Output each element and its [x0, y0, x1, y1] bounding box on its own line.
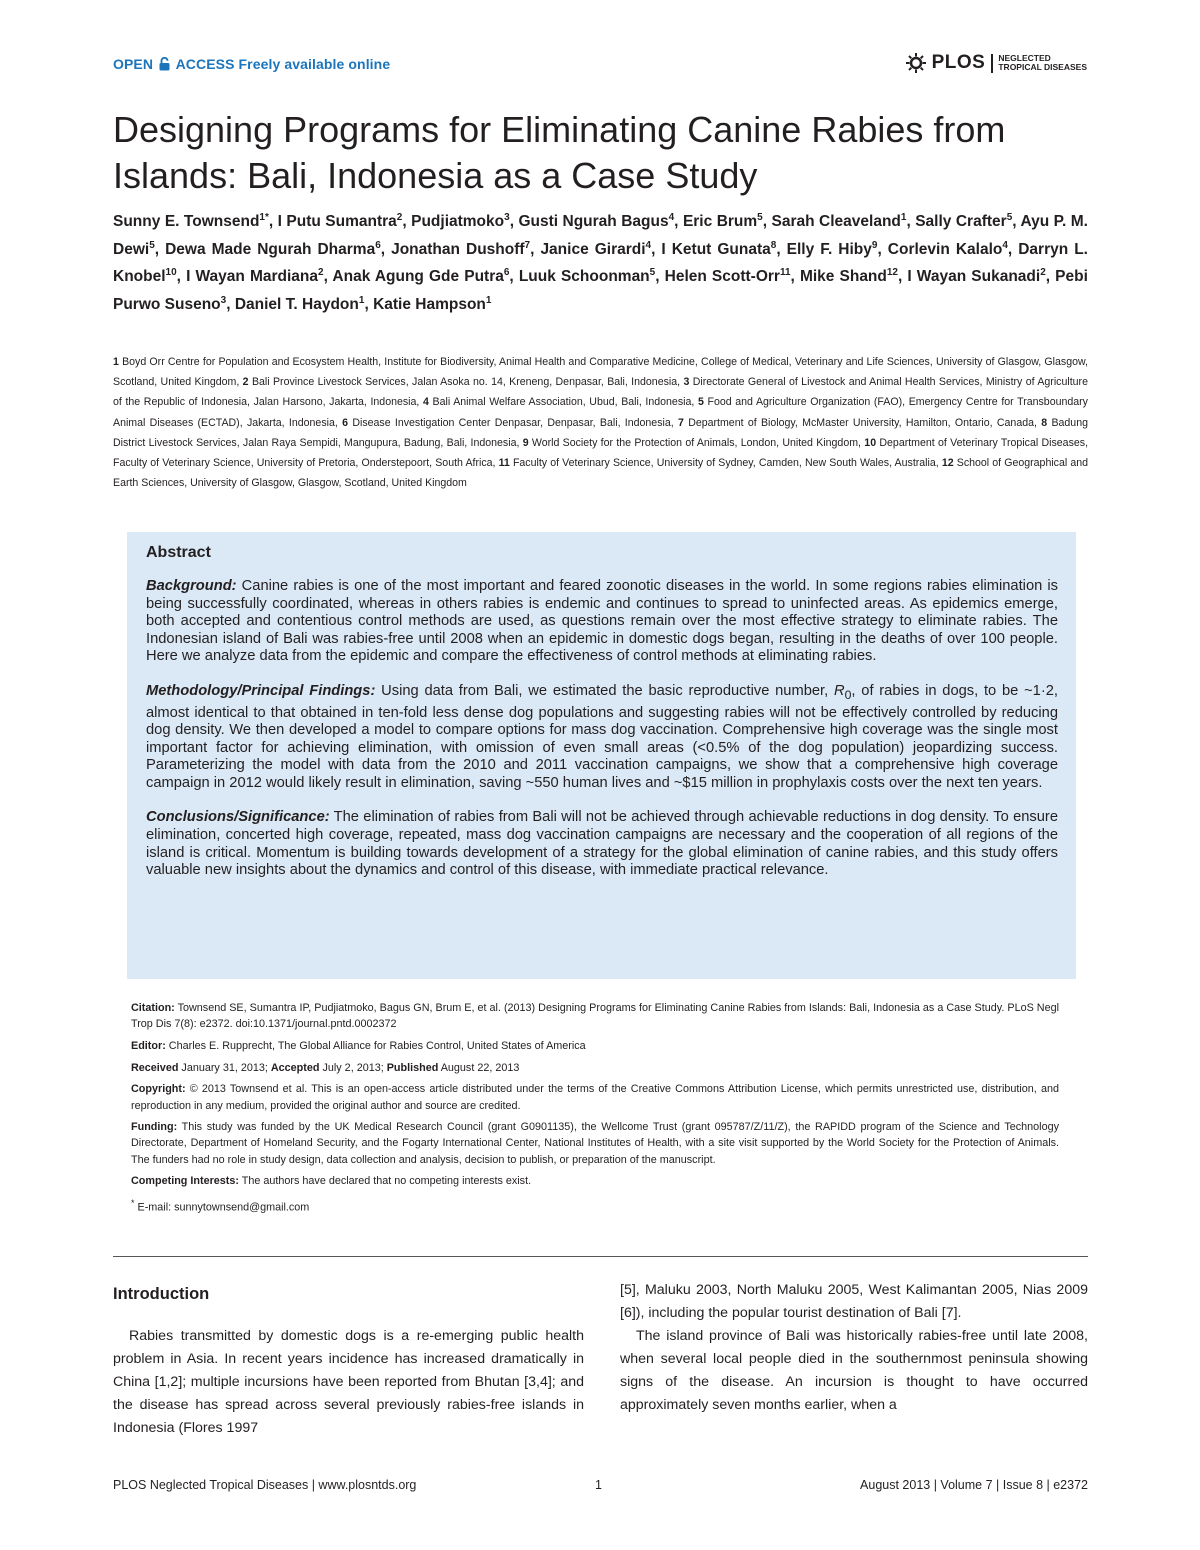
affiliation-text: Department of Veterinary Tropical Diseases, Faculty of Veterinary Science, University of Pretoria, Onderstepoort, South Africa,	[113, 436, 1089, 470]
author-name: Anak Agung Gde Putra	[332, 268, 504, 285]
author-affiliation-mark: 4	[668, 211, 675, 223]
citation-text: Townsend SE, Sumantra IP, Pudjiatmoko, Bagus GN, Brum E, et al. (2013) Designing Programs for Eliminating Canine Rabies from Islands: Bali, Indonesia as a Case Study. PLoS Negl Trop Dis 7(8): e2372. doi:10.1371/journal.pntd.0002372	[131, 1002, 1059, 1031]
intro-col2-para-2: The island province of Bali was historically rabies-free until late 2008, when several local people died in the southernmost peninsula showing signs of the disease. An incursion is thought to have occurred approximately seven months earlier, when a	[620, 1328, 1088, 1414]
affiliation-number: 8	[1041, 416, 1048, 429]
introduction-heading: Introduction	[113, 1285, 210, 1303]
published-label: Published	[386, 1061, 439, 1074]
journal-name-line1: NEGLECTED	[998, 52, 1051, 63]
author-affiliation-mark: 2	[1040, 266, 1046, 278]
affiliation-text: Food and Agriculture Organization (FAO), Emergency Centre for Transboundary Animal Diseases (ECTAD), Jakarta, Indonesia,	[113, 396, 1088, 429]
author-name: Gusti Ngurah Bagus	[518, 213, 669, 230]
citation-label: Citation:	[131, 1002, 175, 1014]
author-name: Elly F. Hiby	[786, 240, 872, 258]
copyright	[131, 1081, 1059, 1113]
author-name: Janice Girardi	[540, 240, 646, 258]
author-affiliation-mark: 2	[396, 211, 403, 223]
article-metadata	[131, 1000, 1059, 1221]
affiliation-number: 12	[941, 457, 954, 470]
email-mark: *	[131, 1198, 135, 1209]
access-label: ACCESS	[175, 56, 235, 72]
author-affiliation-mark: 5	[649, 266, 656, 278]
author-name: Sarah Cleaveland	[771, 213, 901, 230]
r0-subscript: 0	[844, 687, 852, 702]
author-affiliation-mark: 2	[318, 266, 324, 278]
methods-text-b: , of rabies in dogs, to be ~1·2, almost identical to that obtained in ten-fold less dense dog populations and suggesting rabies will not be effectively controlled by reducing dog density. We then developed a model to compare options for mass dog vaccination. Comprehensive high coverage was the single most important factor for achieving elimination, with omission of even small areas (<0.5% of the dog population) jeopardizing success. Parameterizing the model with data from the 2010 and 2011 vaccination campaigns, we show that a comprehensive high coverage campaign in 2012 would likely result in elimination, saving ~550 human lives and ~$15 million in prophylaxis costs over the next ten years.	[146, 682, 1058, 791]
affiliation-text: Bali Animal Welfare Association, Ubud, Bali, Indonesia,	[432, 396, 695, 409]
affiliation-text: Directorate General of Livestock and Animal Health Services, Ministry of Agriculture of the Republic of Indonesia, Jalan Harsono, Jakarta, Indonesia,	[113, 376, 1088, 409]
received-label: Received	[131, 1061, 179, 1074]
editor-text: Charles E. Rupprecht, The Global Alliance for Rabies Control, United States of America	[165, 1039, 586, 1052]
author-name: Katie Hampson	[373, 295, 486, 313]
author-name: I Ketut Gunata	[661, 240, 771, 258]
author-name: Darryn L. Knobel	[113, 240, 1088, 285]
author-affiliation-mark: 1*	[259, 211, 269, 223]
dates	[131, 1060, 1059, 1076]
affiliation-text: World Society for the Protection of Animals, London, United Kingdom,	[531, 436, 861, 449]
abstract-conclusions	[146, 809, 1058, 879]
author-affiliation-mark: 11	[779, 266, 791, 278]
author-name: Daniel T. Haydon	[234, 295, 359, 313]
methods-text-a: Using data from Bali, we estimated the basic reproductive number,	[375, 682, 834, 699]
author-name: I Wayan Mardiana	[186, 268, 318, 285]
author-affiliation-mark: 6	[503, 266, 510, 278]
conclusions-text: The elimination of rabies from Bali will not be achieved through achievable reductions in dog density. To ensure elimination, concerted high coverage, repeated, mass dog vaccination campaigns are necessary and the cooperation of all regions of the island is critical. Momentum is building towards development of a strategy for the global elimination of canine rabies, and this study offers valuable new insights about the dynamics and control of this disease, with immediate practical relevance.	[146, 809, 1058, 879]
plos-sun-icon	[906, 53, 926, 73]
affiliation-text: School of Geographical and Earth Sciences, University of Glasgow, Glasgow, Scotland, United Kingdom	[113, 457, 1089, 490]
r0-symbol: R	[833, 682, 845, 699]
affiliation-number: 9	[522, 436, 529, 449]
author-affiliation-mark: 1	[358, 294, 365, 306]
competing-label: Competing Interests:	[131, 1175, 239, 1188]
author-name: Luuk Schoonman	[518, 268, 650, 285]
plos-wordmark: PLOS	[931, 52, 986, 73]
affiliation-number: 6	[342, 416, 349, 429]
journal-name	[991, 54, 1087, 73]
open-access-banner	[113, 56, 390, 72]
author-affiliation-mark: 9	[871, 239, 878, 251]
footer-issue: August 2013 | Volume 7 | Issue 8 | e2372	[860, 1478, 1088, 1492]
author-affiliation-mark: 1	[900, 211, 907, 223]
plos-ntd-logo	[906, 52, 1087, 74]
affiliation-number: 11	[498, 457, 510, 470]
author-affiliation-mark: 8	[770, 239, 777, 251]
author-name: Pudjiatmoko	[411, 213, 505, 230]
editor	[131, 1038, 1059, 1054]
conclusions-label: Conclusions/Significance:	[146, 809, 330, 826]
affiliation-number: 5	[697, 396, 704, 409]
author-name: Dewa Made Ngurah Dharma	[165, 240, 376, 258]
affiliation-text: Department of Biology, McMaster University, Hamilton, Ontario, Canada,	[688, 416, 1037, 429]
affiliation-number: 1	[113, 356, 119, 368]
author-affiliation-mark: 5	[757, 211, 763, 223]
copyright-label: Copyright:	[131, 1083, 186, 1096]
intro-column-1: Rabies transmitted by domestic dogs is a re-emerging public health problem in Asia. In recent years incidence has increased dramatically in China [1,2]; multiple incursions have been reported from Bhutan [3,4]; and the disease has spread across several previously rabies-free islands in Indonesia (Flores 1997	[113, 1328, 584, 1437]
affiliation-list	[113, 352, 1088, 493]
funding-text: This study was funded by the UK Medical Research Council (grant G0901135), the Wellcome Trust (grant 095787/Z/11/Z), the RAPIDD program of the Science and Technology Directorate, Department of Homeland Security, and the Fogarty International Center, National Institutes of Health, with a site visit supported by the World Society for the Protection of Animals. The funders had no role in study design, data collection and analysis, decision to publish, or preparation of the manuscript.	[131, 1121, 1059, 1166]
competing-interests	[131, 1173, 1059, 1189]
affiliation-text: Boyd Orr Centre for Population and Ecosystem Health, Institute for Biodiversity, Animal Health and Comparative Medicine, College of Medical, Veterinary and Life Sciences, University of Glasgow, Glasgow, Scotland, United Kingdom,	[113, 356, 1088, 389]
author-affiliation-mark: 7	[524, 239, 531, 251]
editor-label: Editor:	[131, 1039, 166, 1052]
funding	[131, 1119, 1059, 1168]
accepted-text: July 2, 2013;	[319, 1061, 387, 1074]
author-name: Sunny E. Townsend	[113, 213, 260, 230]
author-name: Eric Brum	[682, 213, 758, 230]
accepted-label: Accepted	[270, 1061, 320, 1074]
author-affiliation-mark: 1	[485, 294, 492, 306]
competing-text: The authors have declared that no competing interests exist.	[238, 1175, 532, 1188]
author-name: Mike Shand	[799, 268, 887, 285]
intro-col2-para-1: [5], Maluku 2003, North Maluku 2005, West Kalimantan 2005, Nias 2009 [6]), including the popular tourist destination of Bali [7].	[620, 1282, 1088, 1322]
affiliation-text: Bali Province Livestock Services, Jalan Asoka no. 14, Kreneng, Denpasar, Bali, Indonesia,	[251, 376, 681, 389]
author-affiliation-mark: 3	[220, 294, 227, 306]
author-name: Corlevin Kalalo	[887, 240, 1003, 258]
citation	[131, 1000, 1059, 1032]
author-name: I Putu Sumantra	[277, 213, 397, 230]
email-text[interactable]: E-mail: sunnytownsend@gmail.com	[134, 1201, 310, 1214]
author-name: Pebi Purwo Suseno	[113, 268, 1088, 313]
affiliation-number: 4	[422, 396, 429, 409]
author-affiliation-mark: 12	[886, 266, 898, 278]
background-label: Background:	[146, 578, 237, 594]
author-name: Ayu P. M. Dewi	[113, 213, 1088, 258]
affiliation-text: Faculty of Veterinary Science, University of Sydney, Camden, New South Wales, Australia,	[512, 457, 939, 470]
affiliation-text: Disease Investigation Center Denpasar, Denpasar, Bali, Indonesia,	[352, 416, 674, 429]
affiliation-number: 7	[677, 416, 684, 429]
author-list: Sunny E. Townsend$^{1*}$, I Putu Sumantra$^2$, Pudjiatmoko$^3$, Gusti Ngurah Bagus$^4$, Eric Brum$^5$, Sarah Cleaveland$^1$, Sally Crafter$^5$, Ayu P. M. Dewi$^5$, Dewa Made Ngurah Dharma$^6$, Jonathan Dushoff$^7$, Janice Girardi$^4$, I Ketut Gunata$^8$, Elly F. Hiby$^9$, Corlevin Kalalo$^4$, Darryn L. Knobel$^{10}$, I Wayan Mardiana$^2$, Anak Agung Gde Putra$^6$, Luuk Schoonman$^5$, Helen Scott-Orr$^{11}$, Mike Shand$^{12}$, I Wayan Sukanadi$^2$, Pebi Purwo Suseno$^3$, Daniel T. Haydon$^1$, Katie Hampson$^1$	[113, 211, 1088, 313]
author-name: Helen Scott-Orr	[664, 268, 780, 285]
author-affiliation-mark: 3	[504, 211, 510, 223]
author-affiliation-mark: 4	[1002, 239, 1008, 251]
author-affiliation-mark: 6	[375, 239, 381, 251]
footer-page-number: 1	[595, 1478, 602, 1492]
author-name: I Wayan Sukanadi	[907, 268, 1041, 285]
author-affiliation-mark: 10	[165, 266, 177, 278]
abstract-box	[127, 532, 1076, 979]
copyright-text: © 2013 Townsend et al. This is an open-access article distributed under the terms of the Creative Commons Attribution License, which permits unrestricted use, distribution, and reproduction in any medium, provided the original author and source are credited.	[131, 1083, 1059, 1112]
article-title: Designing Programs for Eliminating Canine Rabies from Islands: Bali, Indonesia as a Case Study	[113, 109, 1006, 196]
author-name: Jonathan Dushoff	[391, 240, 525, 258]
intro-column-2	[620, 1279, 1088, 1418]
affiliation-number: 3	[683, 376, 690, 389]
email	[131, 1195, 1059, 1216]
abstract-background	[146, 578, 1058, 666]
author-name: Sally Crafter	[915, 213, 1007, 230]
open-lock-icon	[159, 57, 170, 71]
author-affiliation-mark: 4	[645, 239, 652, 251]
freely-available-label: Freely available online	[238, 56, 391, 72]
affiliation-number: 10	[864, 436, 877, 449]
abstract-methods	[146, 683, 1058, 793]
background-text: Canine rabies is one of the most important and feared zoonotic diseases in the world. In some regions rabies elimination is being successfully coordinated, whereas in others rabies is endemic and continues to spread to uninfected areas. As epidemics emerge, both accepted and contentious control methods are used, as questions remain over the most effective strategy to eliminate rabies. The Indonesian island of Bali was rabies-free until 2008 when an epidemic in domestic dogs began, resulting in the deaths of over 100 people. Here we analyze data from the epidemic and compare the effectiveness of control methods at eliminating rabies.	[146, 578, 1058, 665]
abstract-heading: Abstract	[146, 544, 211, 561]
methods-label: Methodology/Principal Findings:	[146, 682, 376, 699]
affiliation-text: Badung District Livestock Services, Jalan Raya Sempidi, Mangupura, Badung, Bali, Indonesia,	[113, 416, 1088, 449]
author-affiliation-mark: 5	[149, 239, 155, 251]
author-affiliation-mark: 5	[1006, 211, 1013, 223]
open-label: OPEN	[113, 56, 154, 72]
journal-name-line2: TROPICAL DISEASES	[998, 62, 1087, 72]
received-text: January 31, 2013;	[178, 1061, 271, 1074]
section-divider	[113, 1256, 1088, 1257]
funding-label: Funding:	[131, 1121, 178, 1134]
affiliation-number: 2	[242, 376, 249, 389]
published-text: August 22, 2013	[438, 1061, 520, 1074]
footer-journal: PLOS Neglected Tropical Diseases | www.plosntds.org	[113, 1478, 417, 1492]
